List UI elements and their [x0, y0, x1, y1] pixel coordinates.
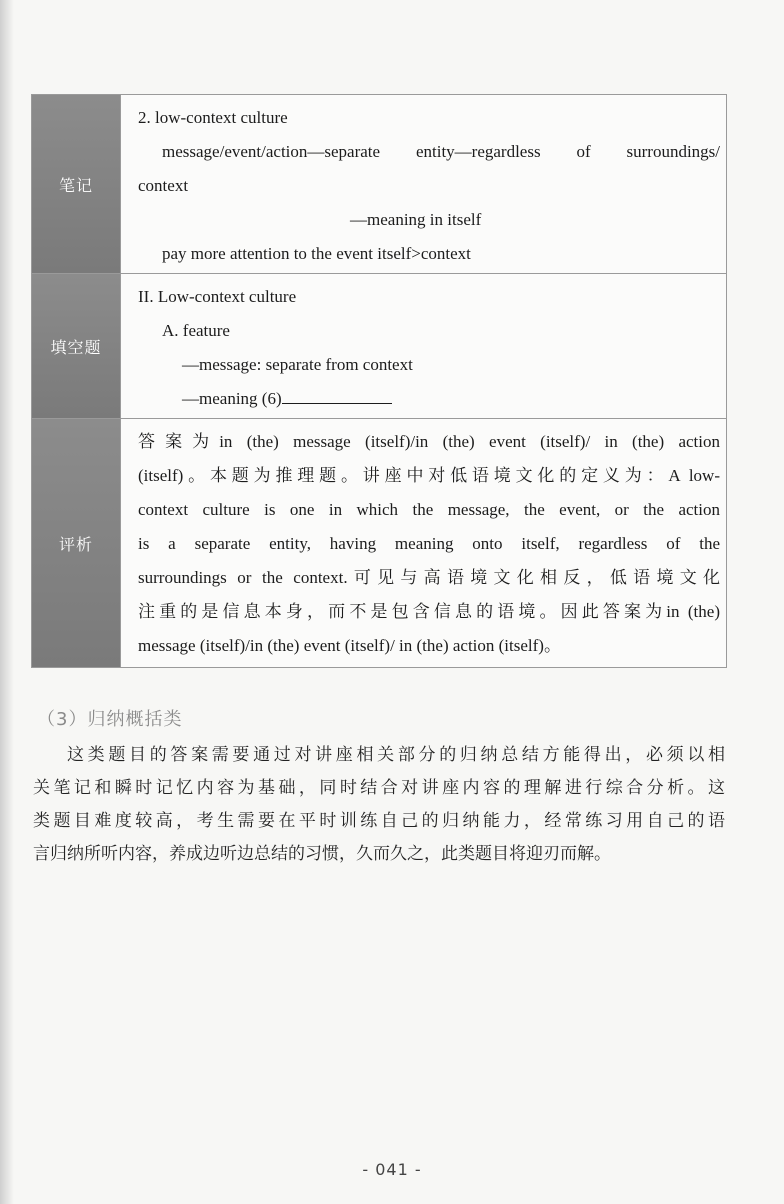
analysis-line: (itself)。本题为推理题。讲座中对低语境文化的定义为：A low- — [138, 466, 720, 485]
analysis-line: surroundings or the context.可见与高语境文化相反，低语境文化 — [138, 568, 720, 587]
notes-line: message/event/action—separate entity—regardless of surroundings/ — [162, 142, 720, 161]
outline-line-with-blank — [138, 382, 720, 416]
row-fill-blank — [32, 274, 726, 419]
outline-line: —message: separate from context — [182, 355, 413, 374]
notes-line: context — [138, 176, 189, 195]
page-number: - 041 - — [362, 1160, 422, 1179]
section-paragraph — [33, 739, 725, 871]
notes-table — [31, 94, 727, 668]
answer-blank — [282, 387, 392, 404]
row-notes — [32, 95, 726, 274]
paragraph-line: 关笔记和瞬时记忆内容为基础，同时结合对讲座内容的理解进行综合分析。这 — [33, 778, 725, 798]
analysis-line: is a separate entity, having meaning onto itself, regardless of the — [138, 534, 720, 553]
page-spine-shadow — [0, 0, 14, 1204]
notes-line: —meaning in itself — [350, 210, 482, 229]
notes-cell — [120, 95, 726, 273]
analysis-line: context culture is one in which the message, the event, or the action — [138, 500, 720, 519]
notes-line: 2. low-context culture — [138, 108, 288, 127]
row-label-fill-blank: 填空题 — [32, 274, 120, 418]
fill-blank-cell — [120, 274, 726, 418]
paragraph-line: 这类题目的答案需要通过对讲座相关部分的归纳总结方能得出，必须以相 — [67, 745, 725, 765]
outline-line-text: —meaning (6) — [182, 389, 282, 408]
section-heading: （3）归纳概括类 — [37, 709, 183, 730]
analysis-line: 答案为in (the) message (itself)/in (the) event (itself)/ in (the) action — [138, 432, 720, 451]
row-label-analysis: 评析 — [32, 419, 120, 667]
row-analysis — [32, 419, 726, 667]
analysis-line: 注重的是信息本身，而不是包含信息的语境。因此答案为in (the) — [138, 602, 720, 621]
notes-line: pay more attention to the event itself>context — [162, 244, 471, 263]
analysis-cell — [120, 419, 726, 667]
outline-line: A. feature — [162, 321, 230, 340]
row-label-notes: 笔记 — [32, 95, 120, 273]
analysis-line: message (itself)/in (the) event (itself)/ in (the) action (itself)。 — [138, 636, 561, 655]
outline-line: II. Low-context culture — [138, 287, 297, 306]
paragraph-line: 类题目难度较高，考生需要在平时训练自己的归纳能力，经常练习用自己的语 — [33, 811, 725, 831]
paragraph-line: 言归纳所听内容，养成边听边总结的习惯，久而久之，此类题目将迎刃而解。 — [33, 844, 611, 864]
